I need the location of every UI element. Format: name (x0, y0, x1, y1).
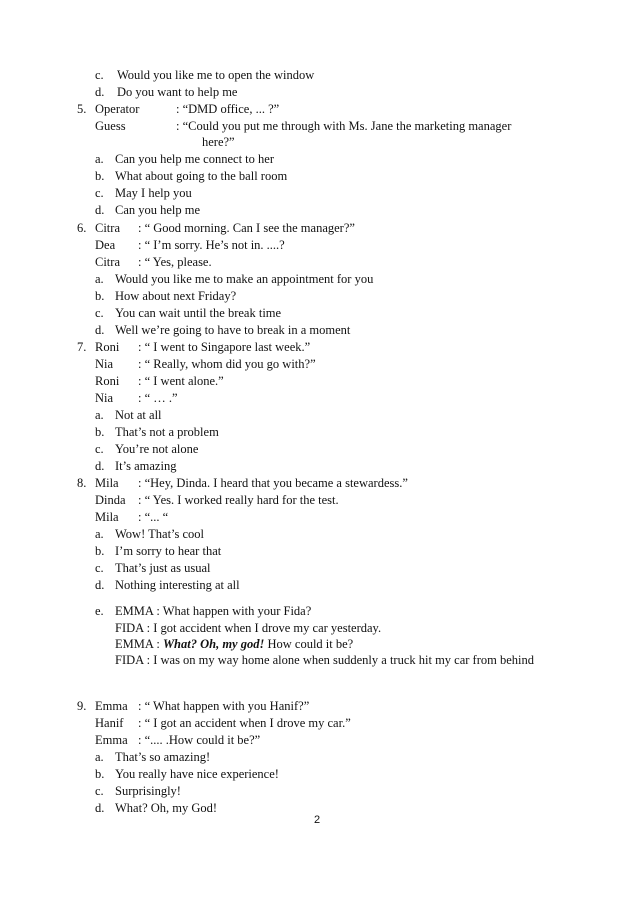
option-letter: b. (95, 767, 105, 781)
option-letter: c. (95, 561, 104, 575)
dialogue: : “ Really, whom did you go with?” (138, 357, 316, 371)
option-letter: a. (95, 152, 104, 166)
dialogue: : “ … .” (138, 391, 178, 405)
option-letter: c. (95, 784, 104, 798)
question-number: 9. (77, 699, 87, 713)
option-letter: b. (95, 544, 105, 558)
speaker: Dea (95, 238, 116, 252)
speaker: Guess (95, 119, 126, 133)
option-text: How about next Friday? (115, 289, 237, 303)
dialogue: : “Could you put me through with Ms. Jane the marketing manager (176, 119, 512, 133)
option-letter: a. (95, 272, 104, 286)
speaker: Nia (95, 391, 114, 405)
option-text: Can you help me (115, 203, 201, 217)
option-letter: b. (95, 169, 105, 183)
option-letter: a. (95, 408, 104, 422)
option-letter: c. (95, 442, 104, 456)
option-letter: d. (95, 801, 105, 815)
dialogue: : “Hey, Dinda. I heard that you became a stewardess.” (138, 476, 408, 490)
speaker: Citra (95, 255, 120, 269)
option-letter: d. (95, 323, 105, 337)
dialogue: : “DMD office, ... ?” (176, 102, 280, 116)
question-number: 7. (77, 340, 87, 354)
dialogue: : “... “ (138, 510, 169, 524)
dialogue: here?” (202, 135, 235, 149)
dialogue: : “ I’m sorry. He’s not in. ....? (138, 238, 285, 252)
option-letter: c. (95, 186, 104, 200)
option-letter: b. (95, 289, 105, 303)
option-letter: d. (95, 85, 105, 99)
speaker: Mila (95, 510, 119, 524)
option-text: Can you help me connect to her (115, 152, 274, 166)
speaker: Mila (95, 476, 119, 490)
speaker: Citra (95, 221, 120, 235)
option-text: You’re not alone (115, 442, 199, 456)
option-letter: a. (95, 750, 104, 764)
option-letter: c. (95, 306, 104, 320)
option-text: You really have nice experience! (115, 767, 279, 781)
option-letter: d. (95, 203, 105, 217)
option-letter: b. (95, 425, 105, 439)
option-text: What about going to the ball room (115, 169, 288, 183)
option-letter: e. (95, 604, 104, 618)
option-text: Well we’re going to have to break in a moment (115, 323, 351, 337)
option-text: You can wait until the break time (115, 306, 282, 320)
dialogue: : “ Yes, please. (138, 255, 212, 269)
page-number: 2 (314, 814, 321, 826)
option-text: Wow! That’s cool (115, 527, 205, 541)
speaker-prefix: EMMA : (115, 637, 163, 651)
option-text: Surprisingly! (115, 784, 181, 798)
option-suffix: How could it be? (264, 637, 354, 651)
dialogue: : “ Yes. I worked really hard for the test. (138, 493, 339, 507)
question-number: 8. (77, 476, 87, 490)
option-text: Not at all (115, 408, 162, 422)
option-text: FIDA : I got accident when I drove my car yesterday. (115, 621, 382, 635)
speaker: Dinda (95, 493, 126, 507)
option-text: Would you like me to make an appointment for you (115, 272, 374, 286)
speaker: Hanif (95, 716, 124, 730)
option-letter: d. (95, 578, 105, 592)
option-text: What? Oh, my God! (115, 801, 218, 815)
dialogue: : “ Good morning. Can I see the manager?” (138, 221, 355, 235)
speaker: Operator (95, 102, 140, 116)
dialogue: : “.... .How could it be?” (138, 733, 261, 747)
option-text: That’s so amazing! (115, 750, 211, 764)
dialogue: : “ I went to Singapore last week.” (138, 340, 311, 354)
question-number: 6. (77, 221, 87, 235)
option-letter: d. (95, 459, 105, 473)
option-text (115, 636, 353, 652)
dialogue: : “ I went alone.” (138, 374, 224, 388)
speaker: Nia (95, 357, 114, 371)
speaker: Emma (95, 733, 128, 747)
option-letter: c. (95, 68, 104, 82)
option-text: That’s just as usual (115, 561, 211, 575)
option-text: Would you like me to open the window (117, 68, 315, 82)
speaker: Roni (95, 374, 120, 388)
emphasis-text: What? Oh, my god! (162, 637, 265, 651)
speaker: Emma (95, 699, 128, 713)
option-text: That’s not a problem (115, 425, 219, 439)
speaker: Roni (95, 340, 120, 354)
option-text: May I help you (115, 186, 192, 200)
option-text: It’s amazing (115, 459, 177, 473)
option-text: FIDA : I was on my way home alone when suddenly a truck hit my car from behind (115, 653, 535, 667)
option-text: EMMA : What happen with your Fida? (115, 604, 312, 618)
option-letter: a. (95, 527, 104, 541)
option-text: Do you want to help me (117, 85, 238, 99)
dialogue: : “ I got an accident when I drove my car.” (138, 716, 351, 730)
option-text: Nothing interesting at all (115, 578, 240, 592)
dialogue: : “ What happen with you Hanif?” (138, 699, 310, 713)
option-text: I’m sorry to hear that (115, 544, 222, 558)
question-number: 5. (77, 102, 87, 116)
